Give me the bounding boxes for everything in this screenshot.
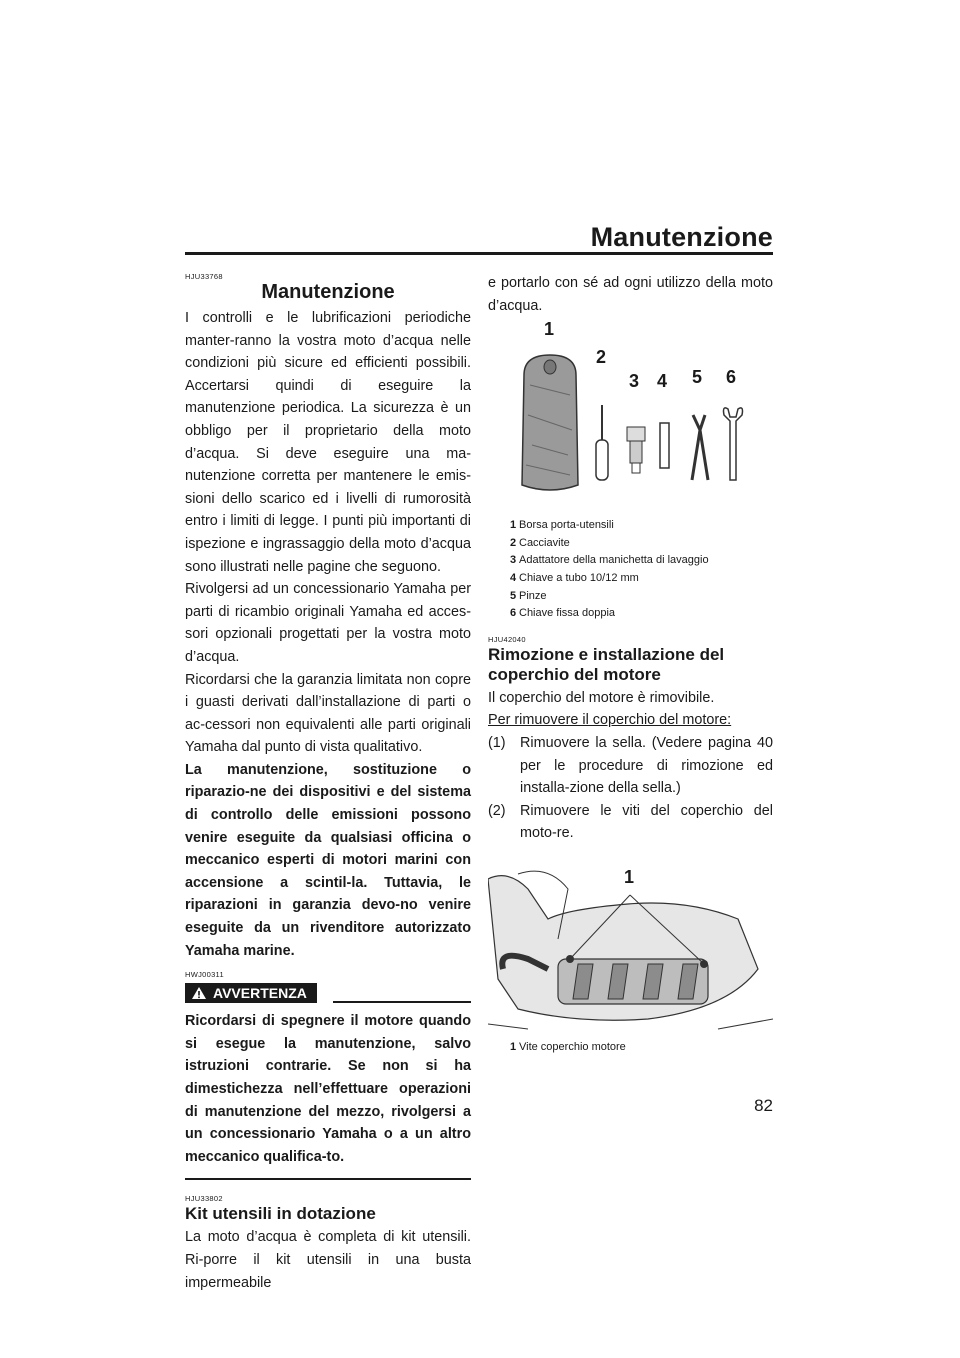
left-column bbox=[185, 272, 471, 1294]
paragraph: Rivolgersi ad un concessionario Yamaha per parti di ricambio originali Yamaha ed acces-sori opzionali progettati per la vostra moto d’acqua. bbox=[185, 581, 471, 665]
caption-number: 1 bbox=[510, 1040, 517, 1053]
tool-label: 3 bbox=[629, 371, 640, 392]
list-item bbox=[488, 732, 773, 800]
page-header-title: Manutenzione bbox=[590, 222, 773, 252]
caption-item bbox=[510, 605, 773, 623]
caption-text: Chiave fissa doppia bbox=[519, 607, 616, 620]
tool-label: 5 bbox=[692, 367, 703, 388]
tool-label: 1 bbox=[544, 319, 555, 340]
paragraph: e portarlo con sé ad ogni utilizzo della moto d’acqua. bbox=[488, 275, 773, 314]
caption-number: 4 bbox=[510, 571, 517, 584]
step-number: (2) bbox=[488, 802, 506, 819]
header-rule bbox=[185, 252, 773, 255]
caption-item bbox=[510, 1039, 773, 1057]
reference-code: HWJ00311 bbox=[185, 970, 224, 980]
caption-number: 3 bbox=[510, 554, 517, 567]
engine-captions bbox=[510, 1039, 773, 1057]
paragraph: I controlli e le lubrificazioni periodiche manter-ranno la vostra moto d’acqua nelle condizioni più sicure ed efficienti possibili. Accertarsi quindi di eseguire la manutenzione periodica. La sicurezza è un obbligo per il proprietario della moto d’acqua. Si deve eseguire una ma-nutenzione corretta per mantenere le emis-sioni dello scarico ed i livelli di rumorosità entro i limiti di legge. I punti più importanti di ispezione e ingrassaggio della moto d’acqua sono illustrati nelle pagine che seguono. bbox=[185, 310, 471, 575]
caption-number: 2 bbox=[510, 536, 517, 549]
bold-paragraph: La manutenzione, sostituzione o riparazio-ne dei dispositivi e del sistema di controllo delle emissioni possono venire eseguite da qualsiasi officina o meccanico esperti di motori marini con accensione a scintil-la. Tuttavia, le riparazioni in garanzia devo-no venire eseguite da un rivenditore autorizzato Yamaha marine. bbox=[185, 761, 471, 959]
tool-label: 6 bbox=[726, 367, 737, 388]
caption-text: Pinze bbox=[519, 589, 547, 602]
caption-text: Cacciavite bbox=[519, 536, 570, 549]
caption-item bbox=[510, 552, 773, 570]
caption-item bbox=[510, 588, 773, 606]
warning-label: AVVERTENZA bbox=[213, 985, 307, 1002]
warning-badge bbox=[185, 983, 317, 1003]
paragraph: Il coperchio del motore è rimovibile. bbox=[488, 689, 715, 706]
warning-bottom-rule bbox=[185, 1178, 471, 1180]
reference-code: HJU42040 bbox=[488, 634, 526, 644]
caption-number: 6 bbox=[510, 607, 517, 620]
right-column bbox=[488, 272, 773, 1057]
engine-label: 1 bbox=[624, 866, 635, 887]
tool-label: 2 bbox=[596, 347, 607, 368]
tool-kit-figure bbox=[510, 319, 750, 495]
page-number: 82 bbox=[754, 1096, 773, 1115]
caption-item bbox=[510, 517, 773, 535]
tool-captions bbox=[510, 517, 773, 623]
step-text: Rimuovere le viti del coperchio del moto-re. bbox=[520, 802, 773, 842]
caption-number: 1 bbox=[510, 519, 517, 532]
paragraph: La moto d’acqua è completa di kit utensili. Ri-porre il kit utensili in una busta impermeabile bbox=[185, 1229, 471, 1291]
procedure-subheading: Per rimuovere il coperchio del motore: bbox=[488, 712, 732, 729]
engine-cover-figure bbox=[488, 859, 773, 1039]
warning-header bbox=[185, 982, 471, 1004]
subsection-heading: Kit utensili in dotazione bbox=[185, 1204, 376, 1224]
caption-number: 5 bbox=[510, 589, 517, 602]
tool-kit-illustration bbox=[510, 335, 750, 495]
caption-text: Adattatore della manichetta di lavaggio bbox=[519, 554, 709, 567]
reference-code: HJU33768 bbox=[185, 272, 223, 281]
warning-triangle-icon bbox=[191, 986, 207, 1000]
section-heading: Manutenzione bbox=[261, 281, 395, 303]
reference-code: HJU33802 bbox=[185, 1194, 223, 1204]
subsection-heading: Rimozione e installazione del coperchio del motore bbox=[488, 644, 725, 684]
caption-text: Chiave a tubo 10/12 mm bbox=[519, 571, 639, 584]
paragraph: Ricordarsi che la garanzia limitata non copre i guasti derivati dall’installazione di parti o ac-cessori non equivalenti alle parti originali Yamaha dal punto di vista qualitativo. bbox=[185, 671, 471, 756]
step-number: (1) bbox=[488, 734, 506, 751]
caption-text: Borsa porta-utensili bbox=[519, 519, 614, 532]
warning-rule bbox=[333, 1001, 471, 1003]
step-text: Rimuovere la sella. (Vedere pagina 40 per le procedure di rimozione ed installa-zione della sella.) bbox=[520, 734, 773, 797]
caption-text: Vite coperchio motore bbox=[519, 1040, 626, 1053]
warning-text: Ricordarsi di spegnere il motore quando si esegue la manutenzione, salvo istruzioni contrarie. Se non si ha dimestichezza nell’effettuare operazioni di manutenzione del mezzo, rivolgersi a un concessionario Yamaha o a un altro meccanico qualifica-to. bbox=[185, 1013, 471, 1165]
list-item bbox=[488, 800, 773, 845]
caption-item bbox=[510, 570, 773, 588]
tool-label: 4 bbox=[657, 371, 668, 392]
caption-item bbox=[510, 535, 773, 553]
